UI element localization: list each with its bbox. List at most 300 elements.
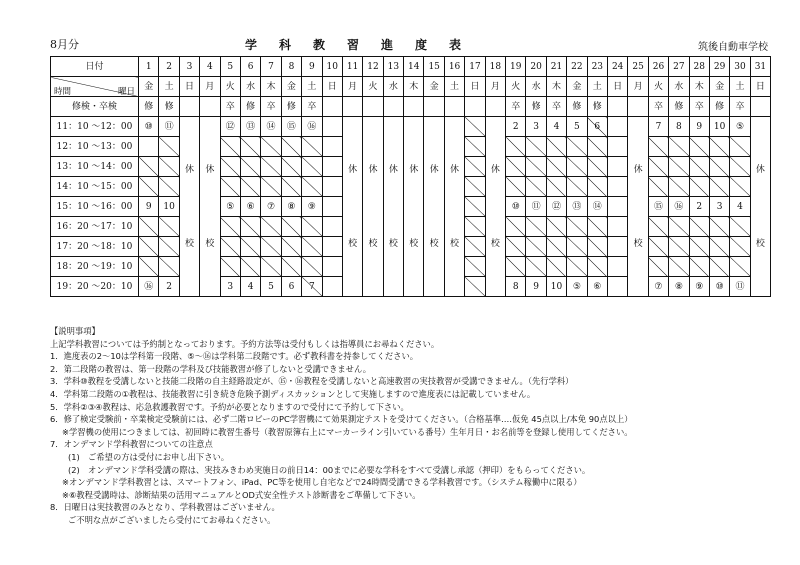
time-slot-label: 16：20 〜17：10 <box>51 217 139 237</box>
note-line: 6．修了検定受験前・卒業検定受験前には、必ず二階ロビーのPC学習機にて効果測定テストを受けてください。（合格基準‥‥仮免 45点以上/本免 90点以上） <box>50 414 633 425</box>
exam-cell: 卒 <box>506 97 526 117</box>
unavailable-slot <box>567 237 587 257</box>
unavailable-slot <box>281 157 301 177</box>
closed-day-cell <box>444 117 464 297</box>
unavailable-slot <box>220 177 240 197</box>
unavailable-slot <box>689 237 709 257</box>
unavailable-slot <box>587 217 607 237</box>
unavailable-slot <box>546 157 566 177</box>
unavailable-slot <box>546 137 566 157</box>
note-line: ※学習機の使用につきましては、初回時に教習生番号（教習原簿右上にマーカーライン引いている番号）生年月日・お名前等を登録し使用してください。 <box>62 426 633 437</box>
unavailable-slot <box>689 257 709 277</box>
lesson-slot: ⑤ <box>730 117 750 137</box>
date-cell: 24 <box>607 57 627 77</box>
unavailable-slot <box>465 277 485 297</box>
school-name: 筑後自動車学校 <box>698 42 768 53</box>
exam-cell: 卒 <box>546 97 566 117</box>
unavailable-slot <box>506 137 526 157</box>
weekday-cell: 月 <box>342 77 362 97</box>
exam-cell: 卒 <box>261 97 281 117</box>
date-cell: 16 <box>444 57 464 77</box>
lesson-slot: 8 <box>669 117 689 137</box>
time-slot-label: 13：10 〜14：00 <box>51 157 139 177</box>
lesson-slot: ⑨ <box>302 197 322 217</box>
exam-cell: 卒 <box>730 97 750 117</box>
unavailable-slot <box>567 217 587 237</box>
note-line: 2．第二段階の教習は、第一段階の学科及び技能教習が修了しないと受講できません。 <box>50 363 372 374</box>
exam-cell <box>363 97 383 117</box>
unavailable-slot <box>220 157 240 177</box>
unavailable-slot <box>506 257 526 277</box>
weekday-cell: 日 <box>465 77 485 97</box>
date-cell: 23 <box>587 57 607 77</box>
closed-day-cell <box>750 117 770 297</box>
unavailable-slot <box>139 257 159 277</box>
lesson-slot: 3 <box>220 277 240 297</box>
exam-cell <box>750 97 770 117</box>
weekday-cell: 月 <box>200 77 220 97</box>
unavailable-slot <box>281 217 301 237</box>
weekday-cell: 金 <box>424 77 444 97</box>
exam-row <box>51 97 771 117</box>
time-slot-label: 11：10 〜12：00 <box>51 117 139 137</box>
unavailable-slot <box>709 157 729 177</box>
lesson-slot: ⑮ <box>281 117 301 137</box>
exam-cell: 修 <box>159 97 179 117</box>
weekday-cell: 金 <box>281 77 301 97</box>
weekday-cell: 木 <box>689 77 709 97</box>
lesson-slot <box>322 197 342 217</box>
unavailable-slot <box>546 257 566 277</box>
lesson-slot: ⑦ <box>261 197 281 217</box>
date-cell: 13 <box>383 57 403 77</box>
unavailable-slot <box>669 157 689 177</box>
lesson-slot: 10 <box>159 197 179 217</box>
exam-cell <box>628 97 648 117</box>
weekday-cell: 木 <box>261 77 281 97</box>
time-slot-label: 18：20 〜19：10 <box>51 257 139 277</box>
weekday-cell: 火 <box>363 77 383 97</box>
time-slot-label: 19：20 〜20：10 <box>51 277 139 297</box>
lesson-slot: ⑦ <box>648 277 668 297</box>
unavailable-slot <box>240 237 260 257</box>
closed-day-cell <box>383 117 403 297</box>
date-cell: 7 <box>261 57 281 77</box>
weekday-cell: 金 <box>139 77 159 97</box>
weekday-cell: 火 <box>648 77 668 97</box>
exam-cell: 修 <box>526 97 546 117</box>
date-cell: 25 <box>628 57 648 77</box>
weekday-cell: 土 <box>587 77 607 97</box>
date-cell: 19 <box>506 57 526 77</box>
closed-day-cell <box>404 117 424 297</box>
exam-cell: 修 <box>567 97 587 117</box>
unavailable-slot <box>261 137 281 157</box>
closed-label: 休 校 <box>184 164 194 249</box>
unavailable-slot <box>526 137 546 157</box>
unavailable-slot <box>465 117 485 137</box>
exam-cell: 修 <box>669 97 689 117</box>
lesson-slot: 5 <box>261 277 281 297</box>
time-slot-label: 15：10 〜16：00 <box>51 197 139 217</box>
exam-cell <box>444 97 464 117</box>
unavailable-slot <box>669 237 689 257</box>
date-cell: 30 <box>730 57 750 77</box>
time-weekday-header <box>51 77 139 97</box>
unavailable-slot <box>648 137 668 157</box>
unavailable-slot <box>302 177 322 197</box>
lesson-slot: 2 <box>689 197 709 217</box>
unavailable-slot <box>506 157 526 177</box>
unavailable-slot <box>261 157 281 177</box>
lesson-slot: ⑪ <box>730 277 750 297</box>
closed-label: 休 校 <box>388 164 398 249</box>
closed-day-cell <box>485 117 505 297</box>
exam-cell: 卒 <box>220 97 240 117</box>
lesson-slot: 4 <box>546 117 566 137</box>
month-label: 8月分 <box>50 38 79 51</box>
time-slot-label: 17：20 〜18：10 <box>51 237 139 257</box>
lesson-slot <box>322 237 342 257</box>
lesson-slot: ⑧ <box>281 197 301 217</box>
lesson-slot: ⑧ <box>669 277 689 297</box>
lesson-slot: ⑤ <box>567 277 587 297</box>
lesson-slot: 3 <box>709 197 729 217</box>
weekday-cell: 月 <box>485 77 505 97</box>
unavailable-slot <box>302 217 322 237</box>
unavailable-slot <box>709 237 729 257</box>
lesson-slot: 10 <box>546 277 566 297</box>
closed-label: 休 校 <box>490 164 500 249</box>
lesson-slot: ⑯ <box>302 117 322 137</box>
exam-label: 修検・卒検 <box>51 97 139 117</box>
note-line: 8．日曜日は実技教習のみとなり、学科教習はございません。 <box>50 502 280 513</box>
exam-cell: 卒 <box>648 97 668 117</box>
closed-day-cell <box>424 117 444 297</box>
lesson-slot <box>139 137 159 157</box>
unavailable-slot <box>261 257 281 277</box>
lesson-slot: 4 <box>730 197 750 217</box>
unavailable-slot <box>465 217 485 237</box>
date-cell: 21 <box>546 57 566 77</box>
lesson-slot: 10 <box>709 117 729 137</box>
unavailable-slot <box>730 157 750 177</box>
note-line: ※オンデマンド学科教習とは、スマートフォン、iPad、PC等を使用し自宅などで24時間受講できる学科教習です。（システム稼働中に限る） <box>62 477 582 488</box>
lesson-slot: ⑬ <box>240 117 260 137</box>
time-label: 時間 <box>54 87 72 97</box>
lesson-slot <box>607 117 627 137</box>
exam-cell: 卒 <box>302 97 322 117</box>
date-cell: 14 <box>404 57 424 77</box>
unavailable-slot <box>526 177 546 197</box>
weekday-cell: 日 <box>750 77 770 97</box>
unavailable-slot <box>567 157 587 177</box>
date-cell: 2 <box>159 57 179 77</box>
unavailable-slot <box>302 257 322 277</box>
date-cell: 27 <box>669 57 689 77</box>
lesson-slot: ⑯ <box>669 197 689 217</box>
unavailable-slot <box>669 257 689 277</box>
unavailable-slot <box>302 157 322 177</box>
unavailable-slot <box>730 137 750 157</box>
unavailable-slot <box>546 237 566 257</box>
unavailable-slot <box>526 237 546 257</box>
exam-cell <box>342 97 362 117</box>
lesson-slot: ⑨ <box>689 277 709 297</box>
unavailable-slot <box>240 177 260 197</box>
weekday-cell: 木 <box>404 77 424 97</box>
exam-cell: 卒 <box>689 97 709 117</box>
lesson-slot: ⑮ <box>648 197 668 217</box>
unavailable-slot <box>465 257 485 277</box>
exam-cell <box>322 97 342 117</box>
unavailable-slot <box>465 177 485 197</box>
weekday-cell: 火 <box>506 77 526 97</box>
lesson-slot: ⑥ <box>587 277 607 297</box>
exam-cell <box>200 97 220 117</box>
unavailable-slot <box>139 237 159 257</box>
note-line: 1．進度表の2〜10は学科第一段階、⑤〜⑯は学科第二段階です。必ず教科書を持参してください。 <box>50 351 419 362</box>
unavailable-slot <box>730 257 750 277</box>
lesson-slot <box>322 217 342 237</box>
unavailable-slot <box>689 157 709 177</box>
weekday-cell: 月 <box>628 77 648 97</box>
unavailable-slot <box>587 177 607 197</box>
date-cell: 1 <box>139 57 159 77</box>
lesson-slot <box>322 137 342 157</box>
exam-cell <box>179 97 199 117</box>
unavailable-slot <box>689 137 709 157</box>
lesson-slot: 3 <box>526 117 546 137</box>
lesson-slot <box>607 157 627 177</box>
date-cell: 5 <box>220 57 240 77</box>
lesson-slot: 7 <box>648 117 668 137</box>
exam-cell: 修 <box>709 97 729 117</box>
lesson-slot: ⑯ <box>139 277 159 297</box>
unavailable-slot <box>587 157 607 177</box>
lesson-slot: ⑬ <box>567 197 587 217</box>
unavailable-slot <box>281 237 301 257</box>
note-line: 5．学科②③④教程は、応急救護教習です。予約が必要となりますので受付にて予約して下さい。 <box>50 401 409 412</box>
unavailable-slot <box>240 157 260 177</box>
weekday-cell: 金 <box>709 77 729 97</box>
unavailable-slot <box>526 217 546 237</box>
lesson-slot: ⑪ <box>526 197 546 217</box>
weekday-cell: 金 <box>567 77 587 97</box>
lesson-slot <box>607 217 627 237</box>
date-cell: 10 <box>322 57 342 77</box>
closed-label: 休 校 <box>429 164 439 249</box>
date-row <box>51 57 771 77</box>
unavailable-slot <box>465 157 485 177</box>
note-line: 上記学科教習については予約制となっております。予約方法等は受付もしくは指導員にお尋ねください。 <box>50 338 440 349</box>
closed-day-cell <box>179 117 199 297</box>
exam-cell <box>424 97 444 117</box>
notes-section <box>50 325 790 527</box>
unavailable-slot <box>648 257 668 277</box>
unavailable-slot <box>730 217 750 237</box>
unavailable-slot <box>261 237 281 257</box>
exam-cell <box>465 97 485 117</box>
unavailable-slot <box>159 137 179 157</box>
page-header <box>50 36 768 54</box>
lesson-slot: ⑫ <box>546 197 566 217</box>
unavailable-slot <box>709 257 729 277</box>
closed-label: 休 校 <box>348 164 358 249</box>
unavailable-slot <box>669 217 689 237</box>
weekday-cell: 土 <box>730 77 750 97</box>
weekday-cell: 土 <box>444 77 464 97</box>
unavailable-slot <box>139 217 159 237</box>
unavailable-slot <box>730 177 750 197</box>
unavailable-slot <box>240 257 260 277</box>
lesson-slot: ⑭ <box>261 117 281 137</box>
lesson-slot: 8 <box>506 277 526 297</box>
weekday-cell: 水 <box>240 77 260 97</box>
exam-cell <box>383 97 403 117</box>
weekday-cell: 日 <box>179 77 199 97</box>
note-line: 3．学科⑩教程を受講しないと技能二段階の自主経路設定が、⑮・⑯教程を受講しないと高速教習の実技教習が受講できません。（先行学科） <box>50 376 574 387</box>
exam-cell: 修 <box>139 97 159 117</box>
lesson-slot <box>322 177 342 197</box>
date-cell: 22 <box>567 57 587 77</box>
closed-day-cell <box>363 117 383 297</box>
unavailable-slot <box>220 137 240 157</box>
date-cell: 28 <box>689 57 709 77</box>
note-line: (2) オンデマンド学科受講の際は、実技みきわめ実施日の前日14：00までに必要な学科をすべて受講し承認（押印）をもらってください。 <box>68 464 591 475</box>
date-cell: 26 <box>648 57 668 77</box>
date-cell: 18 <box>485 57 505 77</box>
unavailable-slot <box>159 237 179 257</box>
unavailable-slot: 7 <box>302 277 322 297</box>
page-title: 学科教習進度表 <box>245 38 484 52</box>
date-cell: 15 <box>424 57 444 77</box>
lesson-slot: 5 <box>567 117 587 137</box>
lesson-slot <box>607 237 627 257</box>
unavailable-slot <box>302 137 322 157</box>
unavailable-slot <box>261 177 281 197</box>
lesson-slot: 9 <box>689 117 709 137</box>
unavailable-slot <box>159 217 179 237</box>
weekday-cell: 水 <box>383 77 403 97</box>
exam-cell: 修 <box>281 97 301 117</box>
unavailable-slot <box>648 157 668 177</box>
unavailable-slot <box>709 177 729 197</box>
unavailable-slot <box>689 217 709 237</box>
note-line: (1) ご希望の方は受付にお申し出下さい。 <box>68 451 230 462</box>
closed-label: 休 校 <box>755 164 765 249</box>
unavailable-slot <box>220 237 240 257</box>
unavailable-slot <box>240 217 260 237</box>
note-line: 4．学科第二段階の①教程は、技能教習に引き続き危険予測ディスカッションとして実施しますので進度表には記載していません。 <box>50 388 536 399</box>
time-slot-label: 12：10 〜13：00 <box>51 137 139 157</box>
unavailable-slot <box>587 137 607 157</box>
exam-cell: 修 <box>240 97 260 117</box>
note-line: ※⑥教程受講時は、診断結果の活用マニュアルとOD式安全性テスト診断書をご準備して下さい。 <box>62 489 421 500</box>
unavailable-slot <box>526 257 546 277</box>
unavailable-slot <box>159 177 179 197</box>
date-cell: 4 <box>200 57 220 77</box>
lesson-slot: 2 <box>159 277 179 297</box>
closed-label: 休 校 <box>205 164 215 249</box>
lesson-slot: ⑤ <box>220 197 240 217</box>
lesson-slot <box>322 157 342 177</box>
lesson-slot: ⑥ <box>240 197 260 217</box>
lesson-slot <box>607 177 627 197</box>
weekday-cell: 火 <box>220 77 240 97</box>
closed-label: 休 校 <box>368 164 378 249</box>
unavailable-slot <box>506 177 526 197</box>
lesson-slot: 9 <box>526 277 546 297</box>
unavailable-slot <box>465 237 485 257</box>
exam-cell <box>607 97 627 117</box>
date-cell: 3 <box>179 57 199 77</box>
lesson-slot <box>607 197 627 217</box>
unavailable-slot <box>139 157 159 177</box>
exam-cell <box>485 97 505 117</box>
note-line: 7．オンデマンド学科教習についての注意点 <box>50 439 213 450</box>
unavailable-slot <box>281 177 301 197</box>
date-cell: 29 <box>709 57 729 77</box>
unavailable-slot: 6 <box>587 117 607 137</box>
unavailable-slot <box>567 177 587 197</box>
closed-label: 休 校 <box>450 164 460 249</box>
unavailable-slot <box>139 177 159 197</box>
unavailable-slot <box>506 217 526 237</box>
date-cell: 9 <box>302 57 322 77</box>
date-cell: 17 <box>465 57 485 77</box>
closed-label: 休 校 <box>409 164 419 249</box>
unavailable-slot <box>567 137 587 157</box>
weekday-cell: 水 <box>526 77 546 97</box>
unavailable-slot <box>159 157 179 177</box>
unavailable-slot <box>281 137 301 157</box>
unavailable-slot <box>546 217 566 237</box>
lesson-slot <box>322 117 342 137</box>
weekday-cell: 日 <box>607 77 627 97</box>
unavailable-slot <box>587 237 607 257</box>
lesson-slot: 9 <box>139 197 159 217</box>
lesson-slot: ⑩ <box>709 277 729 297</box>
date-label: 日付 <box>51 57 139 77</box>
date-cell: 20 <box>526 57 546 77</box>
unavailable-slot <box>567 257 587 277</box>
date-cell: 6 <box>240 57 260 77</box>
closed-label: 休 校 <box>633 164 643 249</box>
unavailable-slot <box>730 237 750 257</box>
lesson-slot: ⑭ <box>587 197 607 217</box>
weekday-cell: 水 <box>669 77 689 97</box>
unavailable-slot <box>506 237 526 257</box>
date-cell: 8 <box>281 57 301 77</box>
lesson-slot: ⑪ <box>159 117 179 137</box>
date-cell: 12 <box>363 57 383 77</box>
lesson-slot: ⑫ <box>220 117 240 137</box>
time-slot-label: 14：10 〜15：00 <box>51 177 139 197</box>
unavailable-slot <box>465 137 485 157</box>
exam-cell <box>404 97 424 117</box>
weekday-row <box>51 77 771 97</box>
lesson-slot <box>322 277 342 297</box>
unavailable-slot <box>526 157 546 177</box>
time-row <box>51 117 771 137</box>
closed-day-cell <box>200 117 220 297</box>
progress-table <box>50 56 771 297</box>
notes-heading: 【説明事項】 <box>50 326 100 336</box>
unavailable-slot <box>669 177 689 197</box>
unavailable-slot <box>587 257 607 277</box>
unavailable-slot <box>669 137 689 157</box>
